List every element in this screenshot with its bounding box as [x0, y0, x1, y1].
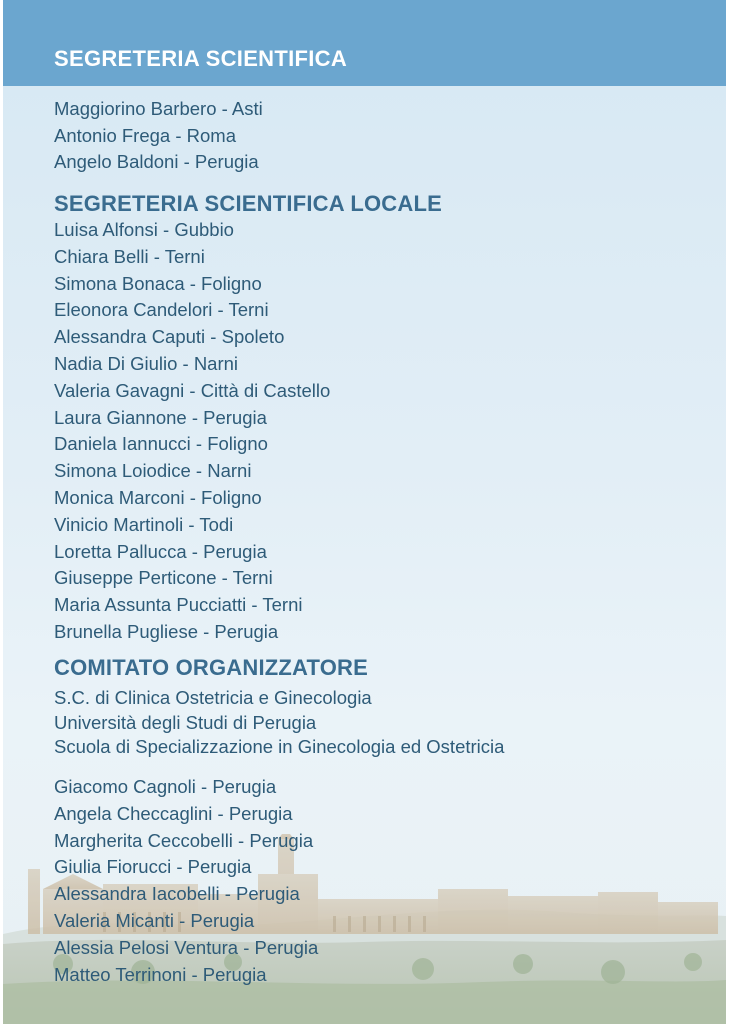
list-item: Vinicio Martinoli - Todi [54, 513, 234, 535]
scientific-secretariat-list [54, 96, 263, 176]
list-item: Valeria Micanti - Perugia [54, 909, 255, 931]
list-item: Giuseppe Perticone - Terni [54, 567, 273, 589]
list-item: Matteo Terrinoni - Perugia [54, 963, 267, 985]
local-secretariat-list [54, 217, 330, 646]
list-item: Angela Checcaglini - Perugia [54, 802, 293, 824]
list-item: Monica Marconi - Foligno [54, 486, 262, 508]
organizing-committee-heading: COMITATO ORGANIZZATORE [54, 655, 369, 680]
list-item: Valeria Gavagni - Città di Castello [54, 379, 331, 401]
list-item: Alessia Pelosi Ventura - Perugia [54, 936, 319, 958]
list-item: Angelo Baldoni - Perugia [54, 151, 259, 173]
organizing-committee-list [54, 774, 318, 988]
content-panel [3, 0, 726, 1024]
institution-line: Università degli Studi di Perugia [54, 711, 317, 733]
list-item: Nadia Di Giulio - Narni [54, 352, 239, 374]
list-item: Daniela Iannucci - Foligno [54, 433, 268, 455]
list-item: Brunella Pugliese - Perugia [54, 620, 279, 642]
list-item: Alessandra Caputi - Spoleto [54, 326, 285, 348]
list-item: Loretta Pallucca - Perugia [54, 540, 267, 562]
list-item: Luisa Alfonsi - Gubbio [54, 219, 234, 240]
institution-line: Scuola di Specializzazione in Ginecologia ed Ostetricia [54, 736, 505, 757]
list-item: Chiara Belli - Terni [54, 245, 205, 267]
list-item: Giulia Fiorucci - Perugia [54, 856, 252, 878]
list-item: Margherita Ceccobelli - Perugia [54, 829, 314, 851]
content [3, 0, 726, 1024]
list-item: Giacomo Cagnoli - Perugia [54, 776, 277, 797]
list-item: Antonio Frega - Roma [54, 124, 237, 146]
list-item: Laura Giannone - Perugia [54, 406, 267, 428]
list-item: Alessandra Iacobelli - Perugia [54, 883, 300, 905]
local-secretariat-heading: SEGRETERIA SCIENTIFICA LOCALE [54, 191, 442, 216]
institution-lines [54, 686, 504, 760]
page-title: SEGRETERIA SCIENTIFICA [54, 46, 348, 71]
list-item: Simona Loiodice - Narni [54, 460, 252, 482]
list-item: Eleonora Candelori - Terni [54, 299, 269, 321]
list-item: Simona Bonaca - Foligno [54, 272, 262, 294]
list-item: Maria Assunta Pucciatti - Terni [54, 594, 303, 616]
institution-line: S.C. di Clinica Ostetricia e Ginecologia [54, 687, 372, 708]
list-item: Maggiorino Barbero - Asti [54, 98, 263, 119]
